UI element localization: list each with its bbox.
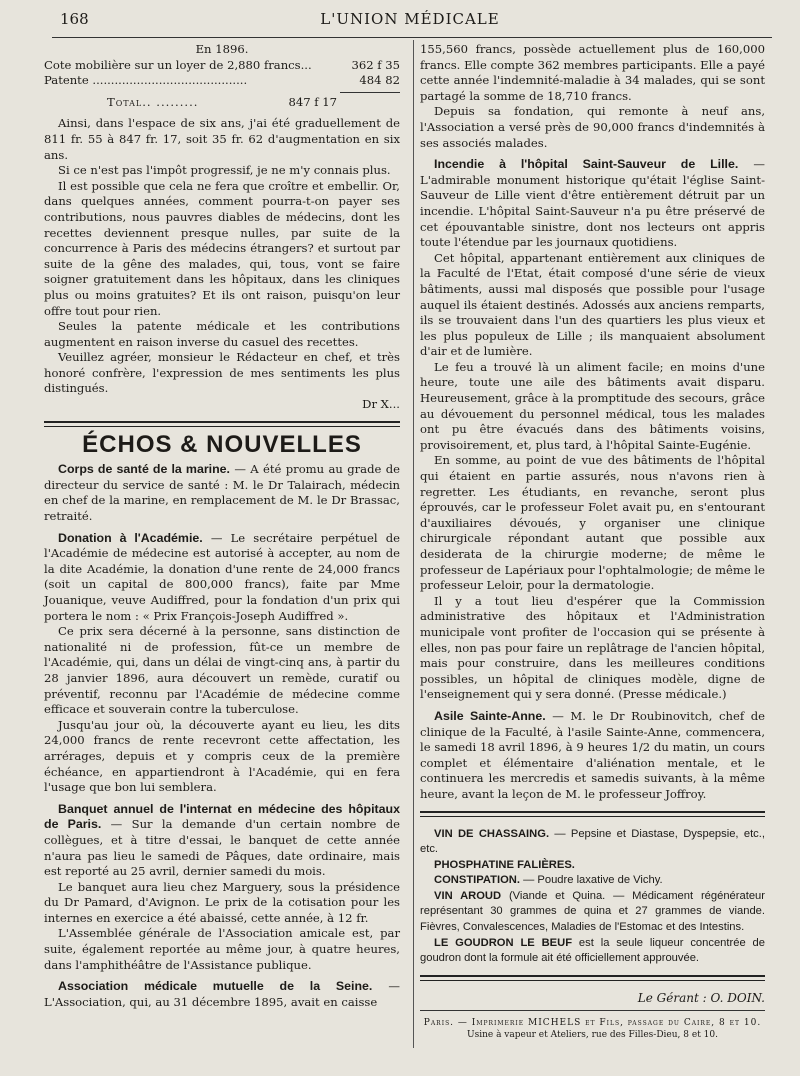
ad-entry: [420, 889, 765, 936]
news-paragraph: Le banquet aura lieu chez Marguery, sous la présidence du Dr Pamard, d'Avignon. Le prix de la cotisation pour les internes en exercice a été abaissé, cette année, à 12 fr.: [44, 879, 400, 925]
ad-head: VIN DE CHASSAING.: [434, 827, 550, 840]
news-title: Corps de santé de la marine.: [58, 462, 231, 477]
news-title: Donation à l'Académie.: [58, 530, 203, 545]
ad-entry: [420, 936, 765, 967]
news-paragraph: Il y a tout lieu d'espérer que la Commission administrative des hôpitaux et l'Administration municipale vont profiter de l'occasion qui se présente à elles, non pas pour faire un replâtrage de l'ancien hôpital, mais pour construire, dans les meilleures conditions possibles, un hôpital de cliniques modèle, digne de l'enseignement qui y sera donné. (Presse médicale.): [420, 593, 765, 702]
footer-rule: [420, 975, 765, 981]
news-item: [44, 462, 400, 524]
right-column: [420, 42, 765, 1041]
ad-head: LE GOUDRON LE BEUF: [434, 936, 573, 949]
news-item: [44, 979, 400, 1010]
column-divider: [413, 40, 414, 1048]
letter-paragraph: Ainsi, dans l'espace de six ans, j'ai été graduellement de 811 fr. 55 à 847 fr. 17, soit 35 fr. 62 d'augmentation en six ans.: [44, 116, 400, 162]
letter-paragraph: Veuillez agréer, monsieur le Rédacteur en chef, et très honoré confrère, l'expression de mes sentiments les plus distingués.: [44, 350, 400, 396]
news-paragraph: 155,560 francs, possède actuellement plus de 160,000 francs. Elle compte 362 membres participants. Elle a payé cette année l'indemnité-maladie à 34 malades, qui se sont partagé la somme de 18,710 francs.: [420, 42, 765, 103]
imprint-line: Paris. — Imprimerie MICHELS et Fils, passage du Caire, 8 et 10.: [423, 1018, 762, 1029]
journal-title: L'UNION MÉDICALE: [320, 10, 500, 28]
tax-value: 484 82: [359, 73, 400, 88]
ad-entry: [420, 827, 765, 858]
sum-rule: [340, 92, 400, 93]
news-text: — A été promu au grade de directeur du service de santé : M. le Dr Talairach, médecin en chef de la marine, en remplacement de M. le Dr Brassac, retraité.: [44, 462, 400, 524]
news-item: [44, 531, 400, 625]
imprint: [420, 1017, 765, 1041]
ads-rule: [420, 811, 765, 817]
left-column: [44, 42, 400, 1010]
tax-row: [44, 73, 400, 89]
letter-paragraph: Il est possible que cela ne fera que croître et embellir. Or, dans quelques années, comment pourra-t-on payer ses contributions, nous pauvres diables de médecins, dont les recettes deviennent presque nulles, par suite de la concurrence à Paris des médecins étrangers? et surtout par suite de la gêne des malades, qui, tous, vont se faire soigner gratuitement dans les hôpitaux, dans les cliniques plus ou moins gratuites? Et ils ont raison, puisqu'on leur offre tout pour rien.: [44, 178, 400, 318]
page-header: [60, 10, 760, 34]
total-value: 847 f 17: [288, 94, 338, 109]
tax-label: Patente ..........................................: [44, 73, 248, 88]
section-title: ÉCHOS & NOUVELLES: [82, 430, 362, 458]
news-text: — Le secrétaire perpétuel de l'Académie de médecine est autorisé à accepter, au nom de la dite Académie, la donation d'une rente de 24,000 francs (soit un capital de 800,000 francs), faite par Mme Jouanique, veuve Audiffred, pour la fondation d'un prix qui portera le nom : « Prix François-Joseph Audiffred ».: [44, 530, 400, 623]
news-item: [420, 157, 765, 251]
imprint-line: Usine à vapeur et Ateliers, rue des Filles-Dieu, 8 et 10.: [467, 1030, 718, 1041]
tax-value: 362 f 35: [351, 57, 400, 72]
news-title: Association médicale mutuelle de la Seine.: [58, 979, 373, 994]
ad-text: — Poudre laxative de Vichy.: [519, 874, 663, 887]
news-item: [44, 802, 400, 880]
news-paragraph: Depuis sa fondation, qui remonte à neuf ans, l'Association a versé près de 90,000 francs d'indemnités à ses associés malades.: [420, 104, 765, 150]
news-paragraph: Cet hôpital, appartenant entièrement aux cliniques de la Faculté de l'Etat, était composé d'une série de vieux bâtiments, aussi mal disposés que possible pour l'usage auquel ils étaient destinés. Adossés aux anciens remparts, ils se trouvaient dans l'un des quartiers les plus vieux et les plus populeux de Lille ; ils manquaient absolument d'air et de lumière.: [420, 250, 765, 359]
ad-entry: [420, 858, 765, 874]
news-paragraph: L'Assemblée générale de l'Association amicale est, par suite, également reportée au même jour, à quatre heures, dans l'amphithéâtre de l'Assistance publique.: [44, 926, 400, 972]
gerant-line: Le Gérant : O. DOIN.: [637, 990, 765, 1005]
letter-signature: Dr X...: [362, 397, 400, 412]
news-paragraph: Le feu a trouvé là un aliment facile; en moins d'une heure, toute une aile des bâtiments avait disparu. Heureusement, grâce à la promptitude des secours, grâce au dévouement du personnel médical, tous les malades ont pu être évacués dans des bâtiments voisins, provisoirement, et, plus tard, à l'hôpital Sainte-Eugénie.: [420, 359, 765, 452]
news-text: — M. le Dr Roubinovitch, chef de clinique de la Faculté, à l'asile Sainte-Anne, commencera, le samedi 18 avril 1896, à 9 heures 1/2 du matin, un cours complet et élémentaire d'aliénation mentale, et le continuera les mercredis et samedis suivants, à la même heure, avant la leçon de M. le professeur Joffroy.: [420, 708, 765, 801]
ad-head: VIN AROUD: [434, 889, 502, 902]
news-paragraph: Ce prix sera décerné à la personne, sans distinction de nationalité ni de profession, fût-ce un membre de l'Académie, qui, dans un délai de vingt-cinq ans, à partir du 28 janvier 1896, aura découvert un remède, curatif ou préventif, reconnu par l'Académie de médecine comme efficace et souverain contre la tuberculose.: [44, 624, 400, 717]
news-item: [420, 709, 765, 803]
advertisements: [420, 827, 765, 967]
ad-head: PHOSPHATINE FALIÈRES.: [434, 858, 575, 871]
letter-paragraph: Si ce n'est pas l'impôt progressif, je ne m'y connais plus.: [58, 163, 391, 178]
letter-paragraph: Seules la patente médicale et les contributions augmentent en raison inverse du casuel des recettes.: [44, 319, 400, 349]
tax-label: Cote mobilière sur un loyer de 2,880 francs...: [44, 57, 312, 72]
ad-head: CONSTIPATION.: [434, 874, 520, 887]
ad-entry: [420, 873, 765, 889]
ad-text: — Pepsine et Diastase, Dyspepsie, etc., etc.: [420, 827, 765, 856]
section-rule: [44, 421, 400, 427]
news-paragraph: En somme, au point de vue des bâtiments de l'hôpital qui étaient en partie assurés, nous n'avons rien à regretter. Les étudiants, en revanche, seront plus éprouvés, car le professeur Folet avait pu, en s'entourant d'auxiliaires dévoués, y organiser une clinique chirurgicale répondant autant que possible aux desiderata de la chirurgie moderne; de même le professeur de Lapériaux pour l'ophtalmologie; de même le professeur Leloir, pour la dermatologie.: [420, 453, 765, 593]
news-paragraph: Jusqu'au jour où, la découverte ayant eu lieu, les dits 24,000 francs de rente recevront cette affectation, les arrérages, depuis et y compris ceux de la première échéance, en appartiendront à l'Académie, qui en fera l'usage que bon lui semblera.: [44, 717, 400, 795]
news-text: — L'Association, qui, au 31 décembre 1895, avait en caisse: [44, 979, 400, 1009]
year-heading: En 1896.: [195, 42, 249, 56]
news-title: Banquet annuel de l'internat en médecine des hôpitaux de Paris.: [44, 801, 400, 832]
tax-row: [44, 58, 400, 74]
imprint-rule: [420, 1010, 765, 1011]
news-text: — L'admirable monument historique qu'était l'église Saint-Sauveur de Lille vient d'être entièrement détruit par un incendie. L'hôpital Saint-Sauveur n'a pu être préservé de cet épouvantable sinistre, dont nos lecteurs ont appris toute l'étendue par les journaux quotidiens.: [420, 157, 765, 250]
total-row: [44, 95, 400, 111]
total-label: Total.. .........: [106, 94, 199, 109]
news-title: Incendie à l'hôpital Saint-Sauveur de Lille.: [434, 157, 739, 172]
ad-text: est la seule liqueur concentrée de goudron dont la formule ait été officiellement approuvée.: [420, 936, 765, 965]
news-text: — Sur la demande d'un certain nombre de collègues, et à titre d'essai, le banquet de cette année n'aura pas lieu le samedi de Pâques, date ordinaire, mais est reporté au 25 avril, dernier samedi du mois.: [44, 817, 400, 879]
news-title: Asile Sainte-Anne.: [434, 708, 546, 723]
header-rule: [52, 37, 772, 38]
page-number: 168: [60, 10, 89, 28]
ad-text: (Viande et Quina. — Médicament régénérateur représentant 30 grammes de quina et 27 grammes de viande. Fièvres, Convalescences, Maladies de l'Estomac et des Intestins.: [420, 889, 765, 934]
